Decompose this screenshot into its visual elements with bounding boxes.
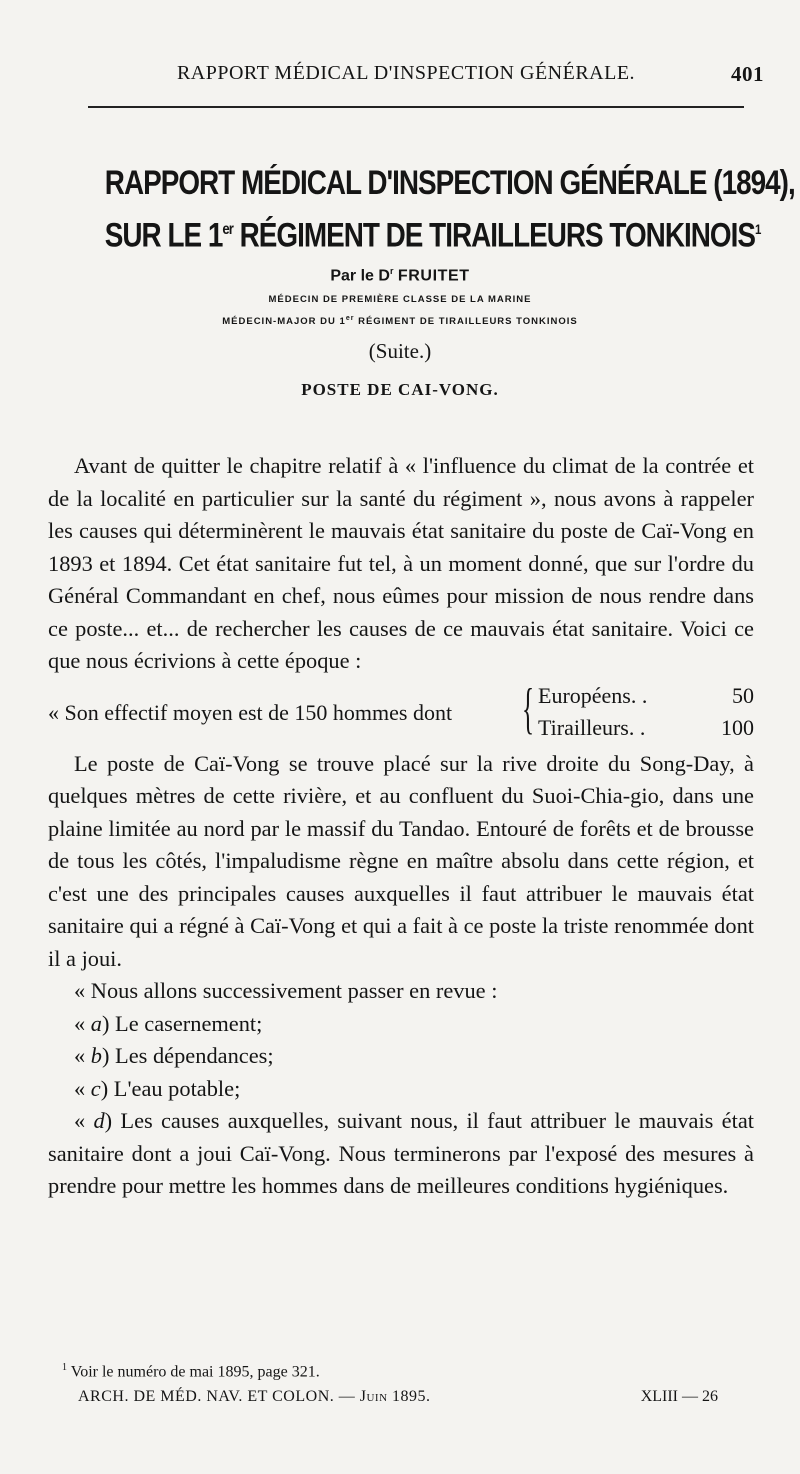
list-letter: b xyxy=(90,1043,102,1068)
title-line2-post: RÉGIMENT DE TIRAILLEURS TONKINOIS xyxy=(232,216,755,255)
list-text: ) Le casernement; xyxy=(102,1010,263,1036)
title-footnote-ref: 1 xyxy=(754,221,761,237)
author-title-2 xyxy=(40,315,760,327)
effectif-text: « Son effectif moyen est de 150 hommes dont xyxy=(48,699,453,725)
effectif-row xyxy=(538,712,754,744)
article-title-line-2 xyxy=(104,206,761,258)
list-item xyxy=(48,1040,754,1073)
effectif-value: 50 xyxy=(732,682,754,708)
footnote-mark: 1 xyxy=(62,1362,67,1373)
list-mark: « xyxy=(74,1043,91,1068)
body-text xyxy=(48,450,754,1203)
list-letter: c xyxy=(90,1075,101,1101)
byline-prefix-sup: r xyxy=(389,266,394,277)
effectif-row xyxy=(538,680,754,712)
journal-citation: ARCH. DE MÉD. NAV. ET COLON. — Juin 1895. xyxy=(78,1388,431,1405)
suite-label: (Suite.) xyxy=(368,338,432,363)
list-item xyxy=(48,1105,754,1203)
title-line2-pre: SUR LE 1 xyxy=(104,216,223,255)
list-item xyxy=(48,1008,754,1041)
author-title-1: MÉDECIN DE PREMIÈRE CLASSE DE LA MARINE xyxy=(268,293,532,305)
list-mark: « xyxy=(74,1010,91,1036)
author-title-2-pre: MÉDECIN-MAJOR DU 1 xyxy=(222,315,346,327)
author-title-2-sup: er xyxy=(345,314,355,322)
footnote-text: Voir le numéro de mai 1895, page 321. xyxy=(67,1363,320,1381)
paragraph-3: « Nous allons successivement passer en revue : xyxy=(74,978,498,1003)
title-superscript: er xyxy=(222,221,233,238)
list-text: ) L'eau potable; xyxy=(100,1075,241,1101)
section-heading: POSTE DE CAI-VONG. xyxy=(301,379,499,399)
page-number: 401 xyxy=(731,62,764,86)
paragraph-1: Avant de quitter le chapitre relatif à « l'influence du climat de la contrée et de la localité en particulier sur la santé du régiment », nous avons à rappeler les causes qui déterminèrent le mauvais état sanitaire du poste de Caï-Vong en 1893 et 1894. Cet état sanitaire fut tel, à un moment donné, que sur l'ordre du Général Commandant en chef, nous eûmes pour mission de nous rendre dans ce poste... et... de rechercher les causes de ce mauvais état sanitaire. Voici ce que nous écrivions à cette époque : xyxy=(48,453,754,673)
effectif-label: Tirailleurs. . xyxy=(538,714,646,740)
author-title-2-post: RÉGIMENT DE TIRAILLEURS TONKINOIS xyxy=(354,315,578,327)
byline-prefix: Par le D xyxy=(330,267,390,285)
paragraph-2: Le poste de Caï-Vong se trouve placé sur la rive droite du Song-Day, à quelques mètres de cette rivière, et au confluent du Suoi-Chia-gio, dans une plaine limitée au nord par le massif du Tandao. Entouré de forêts et de brousse de tous les côtés, l'impaludisme règne en maître absolu dans cette région, et c'est une des principales causes auxquelles il faut attribuer le mauvais état sanitaire qui a régné à Caï-Vong et qui a fait à ce poste la triste renommée dont il a joui. xyxy=(48,750,754,971)
footnote xyxy=(62,1362,320,1381)
list-mark: « xyxy=(74,1108,94,1133)
list-mark: « xyxy=(74,1075,91,1101)
effectif-label: Européens. . xyxy=(538,682,648,708)
list-text: ) Les causes auxquelles, suivant nous, il faut attribuer le mauvais état sanitaire dont a joui Caï-Vong. Nous terminerons par l'exposé des mesures à prendre pour mettre les hommes dans de meilleures conditions hygiéniques. xyxy=(48,1108,754,1198)
list-letter: d xyxy=(93,1108,105,1133)
running-head xyxy=(48,62,764,92)
list-letter: a xyxy=(90,1010,102,1036)
effectif-breakdown xyxy=(538,680,754,744)
title-block xyxy=(40,160,795,400)
effectif-value: 100 xyxy=(721,714,754,740)
list-item xyxy=(48,1073,754,1106)
effectif-statement xyxy=(48,677,754,746)
byline xyxy=(40,266,760,285)
brace-icon: { xyxy=(522,677,535,740)
signature-mark: XLIII — 26 xyxy=(640,1388,718,1405)
list-text: ) Les dépendances; xyxy=(102,1043,274,1068)
header-rule xyxy=(88,106,744,108)
running-head-title: RAPPORT MÉDICAL D'INSPECTION GÉNÉRALE. xyxy=(176,62,636,84)
author-name: FRUITET xyxy=(397,267,470,285)
article-title-line-1: RAPPORT MÉDICAL D'INSPECTION GÉNÉRALE (1894), xyxy=(104,164,795,202)
